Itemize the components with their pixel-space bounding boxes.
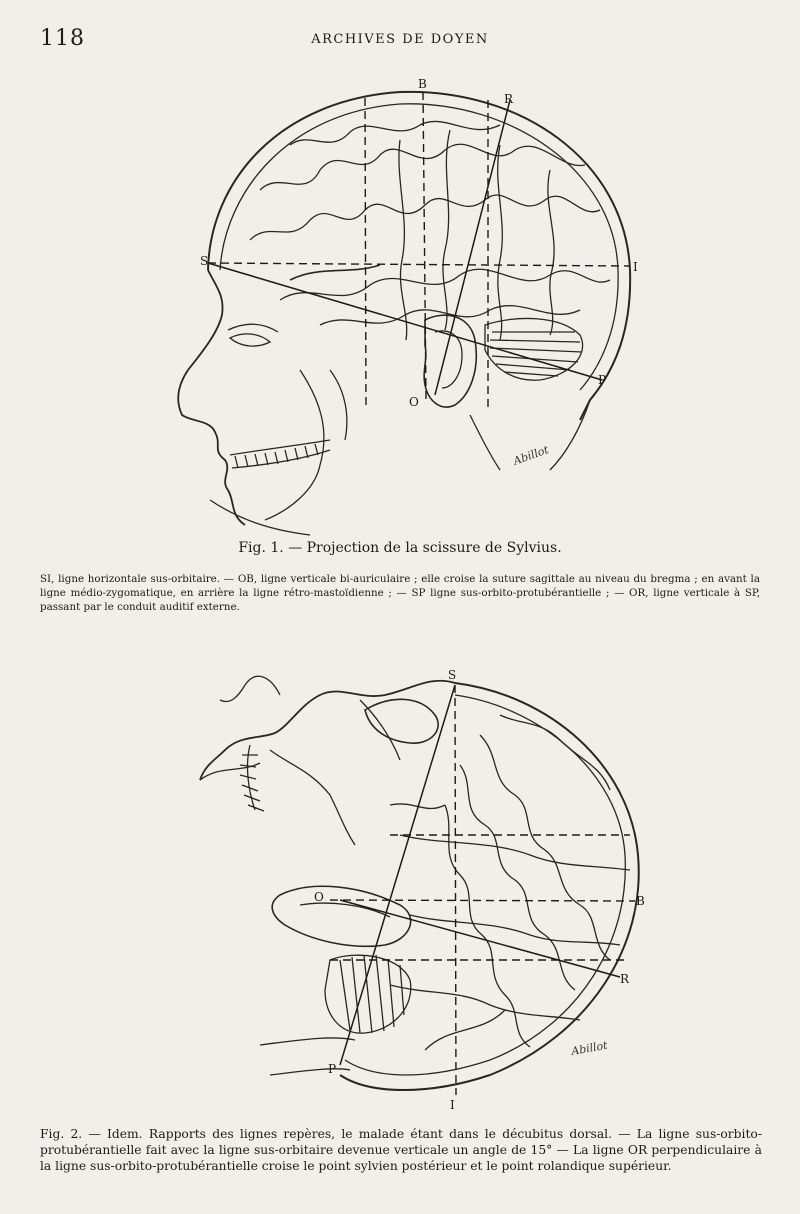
line-sp <box>340 685 455 1065</box>
face-profile <box>200 681 455 780</box>
line-ob <box>330 900 635 901</box>
line-si <box>208 263 630 266</box>
eye <box>230 334 270 346</box>
label-b: B <box>636 894 645 908</box>
label-p: P <box>598 373 607 387</box>
signature-fig2: Abillot <box>570 1038 609 1058</box>
skull-outline <box>340 683 639 1090</box>
orbit <box>365 699 438 743</box>
label-s: S <box>448 668 457 682</box>
label-i: I <box>633 260 638 274</box>
skull-inner-outline <box>345 695 625 1075</box>
label-r: R <box>504 92 514 106</box>
label-i: I <box>450 1098 455 1112</box>
running-head: ARCHIVES DE DOYEN <box>311 32 489 47</box>
line-or <box>340 900 620 977</box>
label-s: S <box>200 254 209 268</box>
figure-2-illustration <box>160 655 660 1120</box>
label-b: B <box>418 77 427 91</box>
signature-fig1: Abillot <box>511 443 551 468</box>
face-profile <box>178 270 245 525</box>
figure-1-illustration <box>170 70 640 540</box>
line-ob-front <box>365 98 366 410</box>
line-ob <box>423 92 426 400</box>
label-p: P <box>328 1062 337 1076</box>
figure-1-caption-text: SI, ligne horizontale sus-orbitaire. — OB, ligne verticale bi-auriculaire ; elle croise la suture sagittale au niveau du bregma ; en avant la ligne médio-zygomatique, en arrière la ligne rétro-mastoïdienne ; — SP ligne sus-orbito-protubérantielle ; — OR, ligne verticale à SP, passant par le conduit auditif externe. <box>40 573 760 614</box>
figure-2 <box>160 655 660 1120</box>
figure-1 <box>170 70 640 540</box>
teeth <box>240 745 264 811</box>
figure-1-caption-title: Fig. 1. — Projection de la scissure de Sylvius. <box>238 540 562 556</box>
label-o: O <box>314 890 324 904</box>
label-o: O <box>409 395 419 409</box>
label-r: R <box>620 972 630 986</box>
skull-inner-outline <box>220 104 618 390</box>
page-number: 118 <box>40 26 85 51</box>
figure-2-caption-text: Fig. 2. — Idem. Rapports des lignes repères, le malade étant dans le décubitus dorsal. — La ligne sus-orbito-protubérantielle fait avec la ligne sus-orbitaire devenue verticale un angle de 15° — La ligne OR perpendiculaire à la ligne sus-orbito-protubérantielle croise le point sylvien postérieur et le point rolandique supérieur. <box>40 1127 762 1174</box>
